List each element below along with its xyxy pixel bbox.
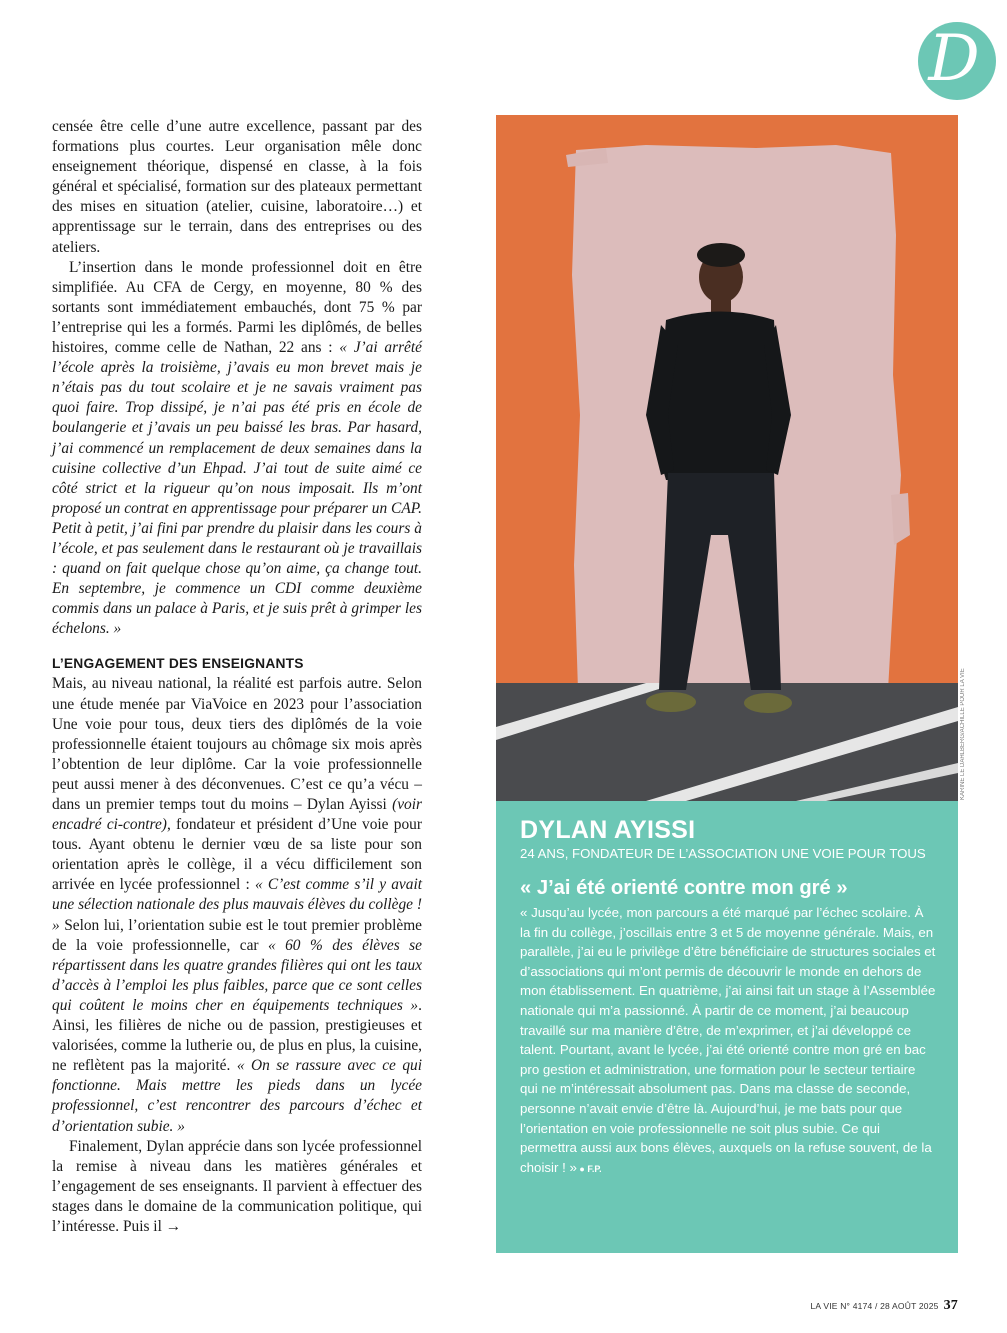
photo-credit: KARINE LE DAHLBERG/ACHILLE POUR LA VIE <box>960 668 966 800</box>
portrait-illustration <box>496 115 958 801</box>
p3-quote-h: « On se rassure avec ce qui fonctionne. Mais mettre les pieds dans un lycée professionnel, c’est rencontrer des parcours d’échec et d’orientation subie. » <box>52 1057 422 1135</box>
issue-info: LA VIE N° 4174 / 28 AOÛT 2025 <box>810 1301 939 1311</box>
p3-text-g: . Ainsi, les filières de niche ou de passion, prestigieuses et valorisées, comme la lutherie ou, de plus en plus, la cuisine, ne reflètent pas la majorité. <box>52 996 422 1075</box>
article-left-column <box>52 117 422 1237</box>
sidebar-box <box>496 801 958 1253</box>
box-body <box>520 903 936 1179</box>
box-quote-title: « J’ai été orienté contre mon gré » <box>520 877 848 899</box>
magazine-logo <box>918 22 996 100</box>
p3-quote-d: « C’est comme s’il y avait une sélection nationale des plus mauvais élèves du collège ! » <box>52 876 423 934</box>
p3-text-c: , fondateur et président d’Une voie pour tous. Ayant obtenu le dernier vœu de sa liste pour son orientation après le collège, il a vécu difficilement son arrivée en lycée professionnel : <box>52 816 422 894</box>
p3-text-a: Mais, au niveau national, la réalité est parfois autre. Selon une étude menée par ViaVoice en 2023 pour l’association Une voie pour tous, deux tiers des diplômés de la voie professionnelle étaient toujours au chômage six mois après l’obtention de leur diplôme. Car la voie professionnelle peut aussi mener à des déconvenues. C’est ce qu’a vécu – dans un premier temps tout du moins – Dylan Ayissi <box>52 675 422 813</box>
p3-quote-f: « 60 % des élèves se répartissent dans les quatre grandes filières qui ont les taux d’accès à l’emploi les plus faibles, parce que ce sont celles qui coûtent le moins cher en équipements techniques » <box>52 936 422 1014</box>
paragraph-4: Finalement, Dylan apprécie dans son lycée professionnel la remise à niveau dans les matières générales et l’engagement de ses enseignants. Il parvient à effectuer des stages dans le domaine de la communication politique, qui l’intéresse. Puis il → <box>52 1137 422 1235</box>
box-body-text: « Jusqu’au lycée, mon parcours a été marqué par l’échec scolaire. À la fin du collège, j’oscillais entre 3 et 5 de moyenne générale. Mais, en parallèle, j’ai eu le privilège d’être bénéficiaire de structures sociales et d’associations qui m’ont permis de découvrir le monde en dehors de mon établissement. En quatrième, j’ai ainsi fait un stage à l’Assemblée nationale qui m’a passionné. À partir de ce moment, j’ai beaucoup travaillé sur ma manière d’être, de m’exprimer, et j’ai développé ce talent. Pourtant, avant le lycée, j’ai été orienté contre mon gré en bac pro gestion et administration, une formation pour le secteur tertiaire qui ne m’intéressait absolument pas. Dans ma classe de seconde, personne n’avait envie d’être là. Aujourd’hui, je me bats pour que l’orientation en voie professionnelle ne soit plus subie. Ce qui permettra aussi aux bons élèves, auxquels on la refuse souvent, de la choisir ! » <box>520 905 936 1175</box>
logo-letter: D <box>928 22 980 96</box>
nathan-quote: « J’ai arrêté l’école après la troisième, j’avais eu mon brevet mais je n’étais pas du tout scolaire et je ne savais vraiment pas quoi faire. Trop dissipé, je n’ai pas été pris en école de boulangerie et j’avais un peu baissé les bras. Par hasard, j’ai commencé un remplacement de deux semaines dans la cuisine collective d’un Ehpad. J’ai tout de suite aimé ce côté strict et la rigueur qu’on nous imposait. Ils m’ont proposé un contrat en apprentissage pour préparer un CAP. Petit à petit, j’ai fini par prendre du plaisir dans les cours à l’école, et pas seulement dans le restaurant où je travaillais : quand on fait quelque chose qu’on aime, ça change tout. En septembre, je commence un CDI comme deuxième commis dans un palace à Paris, et je suis prêt à grimper les échelons. » <box>52 339 422 638</box>
paragraph-2-text: L’insertion dans le monde professionnel doit en être simplifiée. Au CFA de Cergy, en moyenne, 80 % des sortants sont immédiatement embauchés, dont 75 % par l’entreprise qui les a formés. Parmi les diplômés, de belles histoires, comme celle de Nathan, 22 ans : <box>52 258 422 357</box>
section-heading: L’ENGAGEMENT DES ENSEIGNANTS <box>52 656 304 672</box>
page-footer <box>810 1298 958 1314</box>
box-subtitle: 24 ANS, FONDATEUR DE L’ASSOCIATION UNE VOIE POUR TOUS <box>520 846 926 861</box>
box-signature: ● F.P. <box>576 1163 602 1174</box>
p3-see-box: (voir encadré ci-contre) <box>52 796 422 834</box>
paragraph-3 <box>52 674 422 1136</box>
paragraph-1: censée être celle d’une autre excellence, passant par des formations plus courtes. Leur organisation mêle donc enseignement théorique, dispensé en classe, à la fois général et spécialisé, formation sur des plateaux permettant des mises en situation (atelier, cuisine, laboratoire…) et apprentissage sur le terrain, dans des entreprises ou des ateliers. <box>52 118 422 256</box>
box-name: DYLAN AYISSI <box>520 816 696 844</box>
page-number: 37 <box>943 1298 958 1313</box>
paragraph-2 <box>52 258 422 640</box>
p3-text-e: Selon lui, l’orientation subie est le tout premier problème de la voie professionnelle, car <box>52 916 422 954</box>
portrait-photo <box>496 115 958 801</box>
